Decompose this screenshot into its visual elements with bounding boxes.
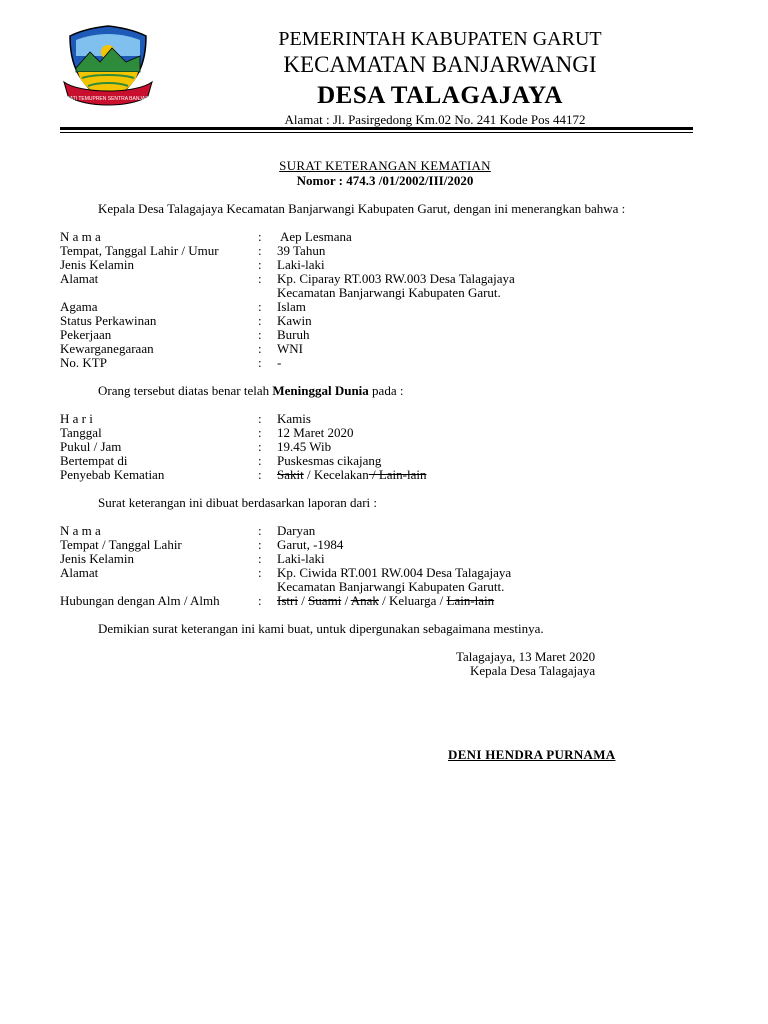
- deceased-ttl: 39 Tahun: [277, 243, 326, 258]
- deceased-job-label: Pekerjaan: [60, 327, 112, 342]
- death-day-label: H a r i: [60, 411, 93, 426]
- deceased-religion: Islam: [277, 299, 306, 314]
- colon: :: [258, 551, 262, 566]
- relation-option-suami: Suami: [308, 593, 342, 608]
- death-cause: [277, 467, 426, 483]
- colon: :: [258, 467, 262, 482]
- relation-option-anak: Anak: [350, 593, 379, 608]
- colon: :: [258, 341, 262, 356]
- letter-number: Nomor : 474.3 /01/2002/III/2020: [296, 173, 474, 188]
- reporter-intro: Surat keterangan ini dibuat berdasarkan laporan dari :: [98, 495, 378, 510]
- death-date: 12 Maret 2020: [277, 425, 354, 440]
- death-cause-label: Penyebab Kematian: [60, 467, 165, 482]
- header-village: DESA TALAGAJAYA: [317, 82, 563, 109]
- colon: :: [258, 355, 262, 370]
- death-date-label: Tanggal: [60, 425, 102, 440]
- letter-title: SURAT KETERANGAN KEMATIAN: [279, 158, 491, 173]
- logo-motto-text: JATI TEMUPREN SENTRA BANJAR: [67, 96, 149, 102]
- deceased-citizenship: WNI: [277, 341, 303, 356]
- colon: :: [258, 523, 262, 538]
- deceased-ttl-label: Tempat, Tanggal Lahir / Umur: [60, 243, 219, 258]
- deceased-address-line1: Kp. Ciparay RT.003 RW.003 Desa Talagajaya: [277, 271, 515, 286]
- relation-option-keluarga: / Keluarga /: [378, 593, 447, 608]
- death-place: Puskesmas cikajang: [277, 453, 382, 468]
- deceased-ktp: -: [277, 355, 282, 370]
- reporter-address-line2: Kecamatan Banjarwangi Kabupaten Garutt.: [277, 579, 505, 594]
- colon: :: [258, 565, 262, 580]
- header-district: KECAMATAN BANJARWANGI: [283, 52, 597, 77]
- deceased-citizenship-label: Kewarganegaraan: [60, 341, 154, 356]
- death-intro: Orang tersebut diatas benar telah Meninggal Dunia pada :: [98, 383, 404, 398]
- reporter-relation-label: Hubungan dengan Alm / Almh: [60, 593, 220, 608]
- village-emblem-logo: [60, 22, 156, 118]
- header-divider-thick: [60, 127, 693, 130]
- colon: :: [258, 425, 262, 440]
- deceased-name: Aep Lesmana: [280, 229, 352, 244]
- signature-position: Kepala Desa Talagajaya: [470, 663, 596, 678]
- deceased-address-line2: Kecamatan Banjarwangi Kabupaten Garut.: [277, 285, 501, 300]
- closing-statement: Demikian surat keterangan ini kami buat, untuk dipergunakan sebagaimana mestinya.: [98, 621, 544, 636]
- reporter-gender-label: Jenis Kelamin: [60, 551, 135, 566]
- deceased-marital: Kawin: [277, 313, 312, 328]
- deceased-job: Buruh: [277, 327, 310, 342]
- letter-intro: Kepala Desa Talagajaya Kecamatan Banjarwangi Kabupaten Garut, dengan ini menerangkan bahwa :: [98, 201, 626, 216]
- deceased-gender-label: Jenis Kelamin: [60, 257, 135, 272]
- deceased-ktp-label: No. KTP: [60, 355, 107, 370]
- death-day: Kamis: [277, 411, 311, 426]
- death-intro-bold: Meninggal Dunia: [272, 383, 369, 398]
- deceased-name-label: N a m a: [60, 229, 101, 244]
- relation-option-istri: Istri: [277, 593, 298, 608]
- colon: :: [258, 411, 262, 426]
- cause-option-sakit: Sakit: [277, 467, 304, 482]
- deceased-address-label: Alamat: [60, 271, 99, 286]
- colon: :: [258, 593, 262, 608]
- colon: :: [258, 229, 262, 244]
- reporter-name-label: N a m a: [60, 523, 101, 538]
- colon: :: [258, 243, 262, 258]
- header-divider-thin: [60, 132, 693, 133]
- colon: :: [258, 313, 262, 328]
- colon: :: [258, 327, 262, 342]
- colon: :: [258, 257, 262, 272]
- signature-place-date: Talagajaya, 13 Maret 2020: [456, 649, 596, 664]
- deceased-marital-label: Status Perkawinan: [60, 313, 157, 328]
- relation-option-lain: Lain-lain: [446, 593, 495, 608]
- header-government: PEMERINTAH KABUPATEN GARUT: [278, 28, 602, 50]
- colon: :: [258, 439, 262, 454]
- header-address: Alamat : Jl. Pasirgedong Km.02 No. 241 Kode Pos 44172: [284, 112, 586, 127]
- reporter-gender: Laki-laki: [277, 551, 325, 566]
- reporter-address-line1: Kp. Ciwida RT.001 RW.004 Desa Talagajaya: [277, 565, 512, 580]
- death-time-label: Pukul / Jam: [60, 439, 122, 454]
- colon: :: [258, 271, 262, 286]
- signature-name: DENI HENDRA PURNAMA: [448, 747, 616, 762]
- colon: :: [258, 537, 262, 552]
- deceased-gender: Laki-laki: [277, 257, 325, 272]
- colon: :: [258, 299, 262, 314]
- death-place-label: Bertempat di: [60, 453, 128, 468]
- reporter-ttl-label: Tempat / Tanggal Lahir: [60, 537, 182, 552]
- cause-option-kecelakan: / Kecelakan: [303, 467, 369, 482]
- reporter-name: Daryan: [277, 523, 316, 538]
- reporter-address-label: Alamat: [60, 565, 99, 580]
- cause-option-lain: / Lain-lain: [368, 467, 427, 482]
- deceased-religion-label: Agama: [60, 299, 98, 314]
- reporter-relation: Istri / Suami / Anak / Keluarga / Lain-lain: [277, 593, 495, 608]
- colon: :: [258, 453, 262, 468]
- death-time: 19.45 Wib: [277, 439, 332, 454]
- reporter-ttl: Garut, -1984: [277, 537, 344, 552]
